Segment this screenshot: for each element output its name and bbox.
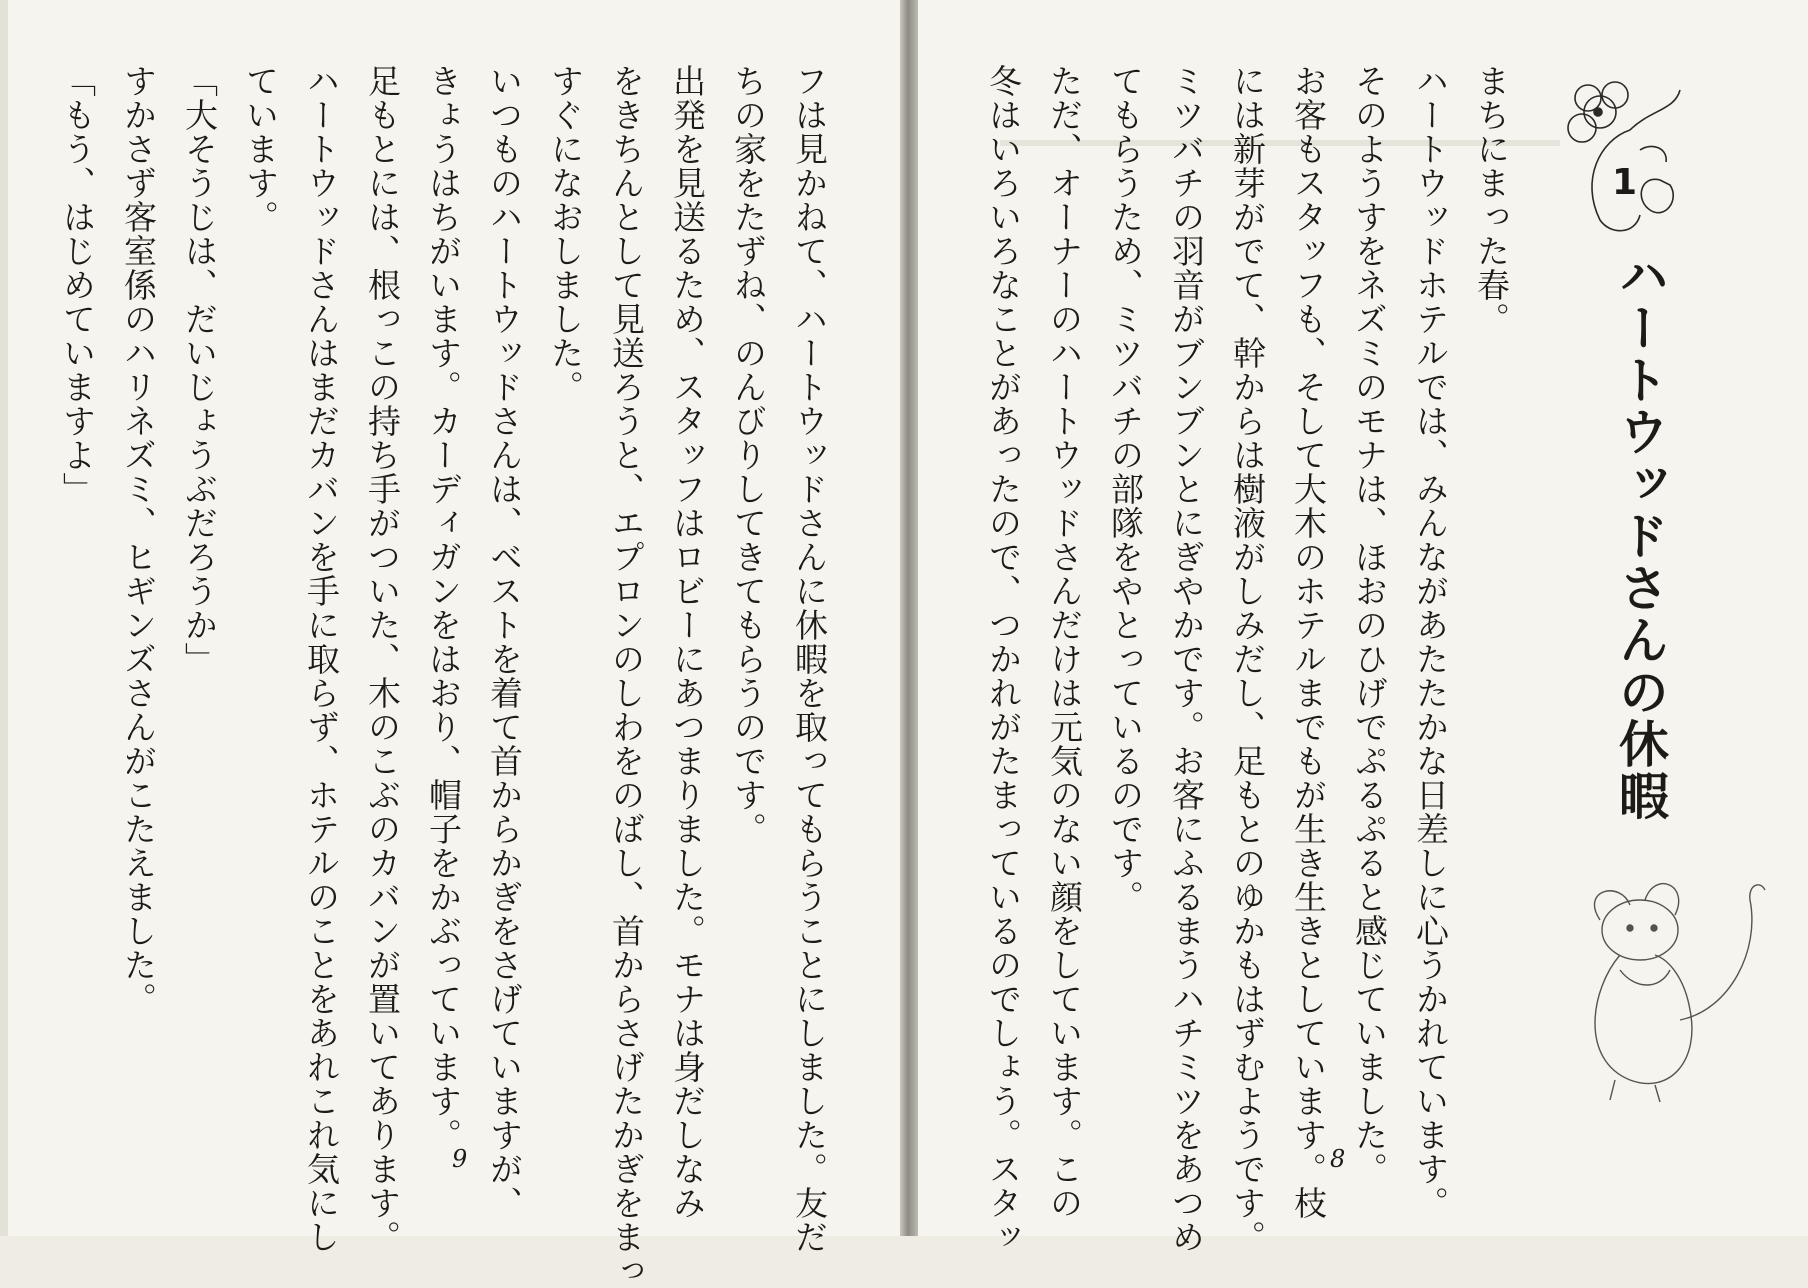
text-line: すかさず客室係のハリネズミ、ヒギンズさんがこたえました。 bbox=[119, 64, 158, 1016]
text-line: ています。 bbox=[241, 64, 280, 234]
text-line: 冬はいろいろなことがあったので、つかれがたまっているのでしょう。スタッ bbox=[984, 64, 1023, 1254]
book-gutter bbox=[900, 0, 918, 1236]
text-line: すぐになおしました。 bbox=[546, 64, 585, 404]
text-line: ミツバチの羽音がブンブンとにぎやかです。お客にふるまうハチミツをあつめ bbox=[1167, 64, 1206, 1254]
chapter-number: 1 bbox=[1612, 162, 1638, 203]
text-line: ただ、オーナーのハートウッドさんだけは元気のない顔をしています。この bbox=[1045, 64, 1084, 1220]
mouse-mona-icon bbox=[1560, 860, 1800, 1110]
text-line: には新芽がでて、幹からは樹液がしみだし、足もとのゆかもはずむようです。 bbox=[1228, 64, 1267, 1254]
text-line: 足もとには、根っこの持ち手がついた、木のこぶのカバンが置いてあります。 bbox=[363, 64, 402, 1254]
page-number: 9 bbox=[452, 1145, 468, 1173]
text-line: フは見かねて、ハートウッドさんに休暇を取ってもらうことにしました。友だ bbox=[790, 64, 829, 1254]
text-line: 出発を見送るため、スタッフはロビーにあつまりました。モナは身だしなみ bbox=[668, 64, 707, 1220]
chapter-title: ハートウッドさんの休暇 bbox=[1611, 250, 1669, 822]
text-line: 「もう、はじめていますよ」 bbox=[58, 64, 97, 506]
text-line: ハートウッドさんはまだカバンを手に取らず、ホテルのことをあれこれ気にし bbox=[302, 64, 341, 1254]
text-line: ちの家をたずね、のんびりしてきてもらうのです。 bbox=[729, 64, 768, 846]
text-line: きょうはちがいます。カーディガンをはおり、帽子をかぶっています。 bbox=[424, 64, 463, 1152]
text-line: ハートウッドホテルでは、みんながあたたかな日差しに心うかれています。 bbox=[1411, 64, 1450, 1220]
left-page bbox=[0, 0, 900, 1288]
page-edge bbox=[0, 0, 8, 1236]
text-line: をきちんとして見送ろうと、エプロンのしわをのばし、首からさげたかぎをまっ bbox=[607, 64, 646, 1288]
text-line: まちにまった春。 bbox=[1472, 64, 1511, 336]
text-line: 「大そうじは、だいじょうぶだろうか」 bbox=[180, 64, 219, 676]
text-line: てもらうため、ミツバチの部隊をやとっているのです。 bbox=[1106, 64, 1145, 914]
flower-vine-icon bbox=[1540, 70, 1690, 240]
text-line: お客もスタッフも、そして大木のホテルまでもが生き生きとしています。枝 bbox=[1289, 64, 1328, 1220]
text-line: いつものハートウッドさんは、ベストを着て首からかぎをさげていますが、 bbox=[485, 64, 524, 1220]
page-number: 8 bbox=[1330, 1145, 1346, 1173]
text-line: そのようすをネズミのモナは、ほおのひげでぷるぷると感じていました。 bbox=[1350, 64, 1389, 1186]
